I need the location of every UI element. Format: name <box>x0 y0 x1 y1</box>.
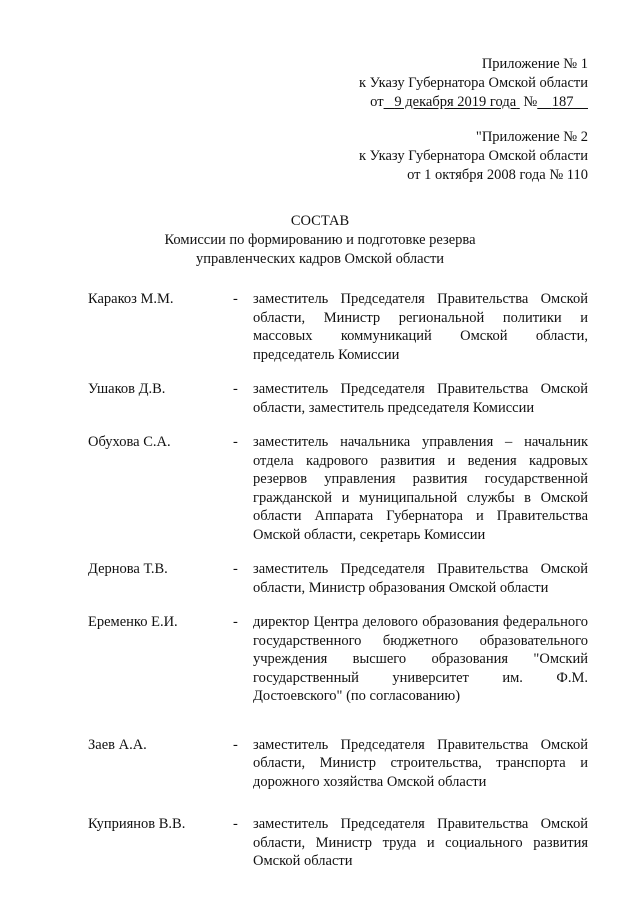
member-name: Обухова С.А. <box>88 434 171 450</box>
member-role: заместитель Председателя Правительства Омской области, Министр труда и социального развития Омской области <box>253 816 588 869</box>
member-dash: - <box>233 291 238 307</box>
member-row <box>88 560 588 597</box>
appendix-2-decree-ref: к Указу Губернатора Омской области <box>358 148 588 164</box>
member-dash: - <box>233 434 238 450</box>
decree-number <box>537 94 588 110</box>
appendix-1-decree-ref: к Указу Губернатора Омской области <box>358 75 588 91</box>
decree-number-value: 187 <box>551 94 574 110</box>
member-role: заместитель Председателя Правительства Омской области, Министр строительства, транспорта и дорожного хозяйства Омской области <box>253 736 588 790</box>
date-prefix: от <box>370 94 384 110</box>
member-dash: - <box>233 816 238 832</box>
member-dash: - <box>233 561 238 577</box>
member-dash: - <box>233 381 238 397</box>
member-name: Еременко Е.И. <box>88 614 178 630</box>
member-name: Куприянов В.В. <box>88 816 186 832</box>
member-row <box>88 613 588 706</box>
member-role: заместитель Председателя Правительства Омской области, Министр образования Омской области <box>253 561 588 596</box>
member-row <box>88 290 588 364</box>
member-role: директор Центра делового образования федерального государственного бюджетного образовательного учреждения высшего образования "Омский государственный университет им. Ф.М. Достоевского" (по согласованию) <box>253 614 588 704</box>
appendix-1-date-line <box>359 93 588 112</box>
member-role: заместитель начальника управления – начальник отдела кадрового развития и ведения кадровых резервов управления развития государственной гражданской и муниципальной службы в Омской области Аппарата Губернатора и Правительства Омской области, секретарь Комиссии <box>253 434 588 543</box>
title-line-1: СОСТАВ <box>290 213 350 229</box>
member-name: Заев А.А. <box>88 736 147 753</box>
member-name: Каракоз М.М. <box>88 291 174 307</box>
appendix-2-header <box>359 128 588 185</box>
title-line-3: управленческих кадров Омской области <box>195 251 445 267</box>
appendix-1-header <box>359 55 588 112</box>
commission-members-list <box>88 290 588 887</box>
member-name: Дернова Т.В. <box>88 561 168 577</box>
number-prefix: № <box>523 94 538 110</box>
decree-date <box>384 94 520 110</box>
member-dash: - <box>233 614 238 630</box>
member-row <box>88 736 588 792</box>
member-name: Ушаков Д.В. <box>88 381 166 397</box>
decree-date-value: 9 декабря 2019 года <box>394 94 517 110</box>
title-line-2: Комиссии по формированию и подготовке резерва <box>164 232 476 248</box>
appendix-2-date: от 1 октября 2008 года № 110 <box>407 167 588 183</box>
member-role: заместитель Председателя Правительства Омской области, Министр региональной политики и массовых коммуникаций Омской области, председатель Комиссии <box>253 291 588 363</box>
member-row <box>88 815 588 871</box>
member-dash: - <box>233 736 238 753</box>
member-row <box>88 380 588 417</box>
member-role: заместитель Председателя Правительства Омской области, заместитель председателя Комиссии <box>253 381 588 416</box>
document-title <box>0 212 640 269</box>
member-row <box>88 433 588 544</box>
appendix-2-title: "Приложение № 2 <box>475 129 588 145</box>
appendix-1-title: Приложение № 1 <box>481 56 588 72</box>
